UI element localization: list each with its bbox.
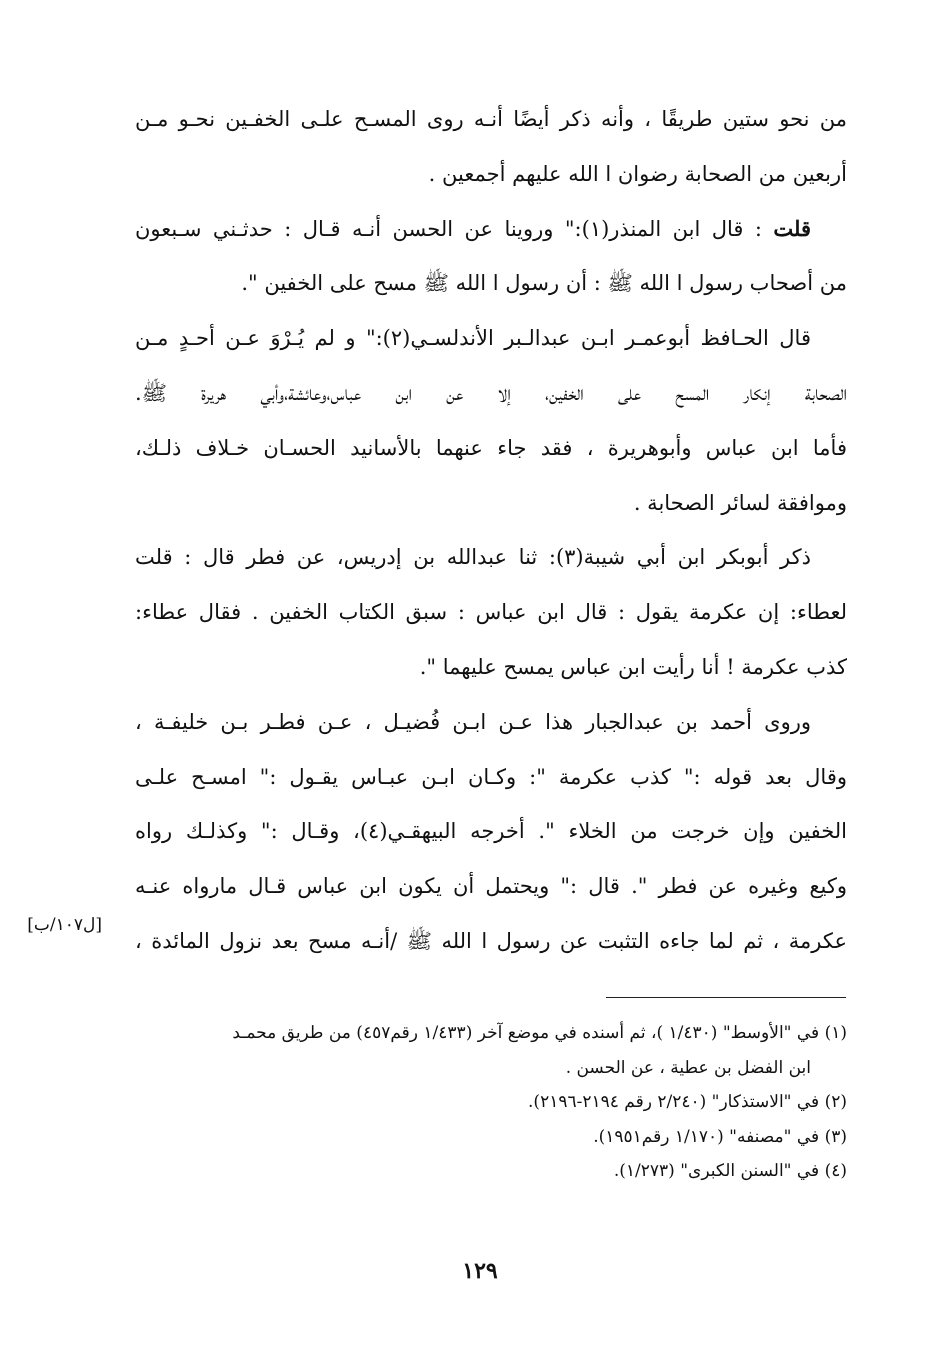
text-line-15: وكيع وغيره عن فطر ". قال :" ويحتمل أن يكون ابن عباس قـال مارواه عنـه	[135, 874, 847, 899]
text-line-10: لعطاء: إن عكرمة يقول : قال ابن عباس : سبق الكتاب الخفين . فقال عطاء:	[135, 600, 847, 625]
text-line-11: كذب عكرمة ! أنا رأيت ابن عباس يمسح عليهما ".	[419, 654, 847, 679]
text-line-3	[135, 202, 847, 257]
text-line-7: فأما ابن عباس وأبوهريرة ، فقد جاء عنهما بالأسانيد الحسـان خـلاف ذلـك،	[135, 435, 847, 460]
text-line-3-rest: : قال ابن المنذر(١):" وروينا عن الحسن أنـه قـال : حدثـني سـبعون	[135, 216, 774, 241]
footnotes-block	[135, 1016, 847, 1189]
text-line-1: من نحو ستين طريقًا ، وأنه ذكر أيضًا أنـه روى المسـح علـى الخفـين نحـو مـن	[135, 107, 847, 131]
text-line-5: قال الحـافظ أبوعمـر ابـن عبدالـبر الأندلسـي(٢):" و لم يُـرْوَ عـن أحـدٍ مـن	[135, 326, 811, 351]
text-line-14: الخفين وإن خرجت من الخلاء ". أخرجه البيهقـي(٤)، وقـال :" وكذلـك رواه	[135, 819, 847, 844]
page-number: ١٢٩	[462, 1258, 498, 1284]
footnote-3: (٣) في "مصنفه" (١/١٧٠ رقم١٩٥١).	[593, 1126, 847, 1147]
footnote-1: (١) في "الأوسط" (١/٤٣٠ )، ثم أسنده في موضع آخر (١/٤٣٣ رقم٤٥٧) من طريق محمـد	[232, 1023, 847, 1043]
text-line-2: أربعين من الصحابة رضوان ا الله عليهم أجمعين .	[428, 161, 847, 186]
text-line-8: وموافقة لسائر الصحابة .	[633, 490, 847, 515]
footnote-separator	[606, 997, 846, 998]
footnote-2: (٢) في "الاستذكار" (٢/٢٤٠ رقم ٢١٩٤-٢١٩٦).	[528, 1092, 847, 1112]
footnote-1-continuation: ابن الفضل بن عطية ، عن الحسن .	[565, 1057, 811, 1078]
text-line-9: ذكر أبوبكر ابن أبي شيبة(٣): ثنا عبدالله بن إدريس، عن فطر قال : قلت	[135, 545, 811, 570]
main-text-block	[135, 92, 847, 969]
lead-word-qultu: قلت	[773, 215, 811, 241]
text-line-12: وروى أحمد بن عبدالجبار هذا عـن ابـن فُضيـل ، عـن فطـر بـن خليفـة ،	[135, 709, 811, 734]
manuscript-folio-marker: [ل١٠٧/ب]	[27, 915, 102, 935]
text-line-16: عكرمة ، ثم لما جاءه التثبت عن رسول ا الله ﷺ /أنـه مسح بعد نزول المائدة ،	[135, 928, 847, 953]
text-line-4: من أصحاب رسول ا الله ﷺ : أن رسول ا الله ﷺ مسح على الخفين ".	[241, 271, 847, 296]
text-line-13: وقال بعد قوله :" كذب عكرمة ": وكـان ابـن عبـاس يقـول :" امسـح علـى	[135, 764, 847, 789]
footnote-4: (٤) في "السنن الكبرى" (١/٢٧٣).	[613, 1161, 847, 1181]
text-line-6: الصحابة إنكار المسح على الخفين، إلا عن ابن عباس،وعائشة،وأبي هريرة ﷺ.	[135, 380, 847, 405]
